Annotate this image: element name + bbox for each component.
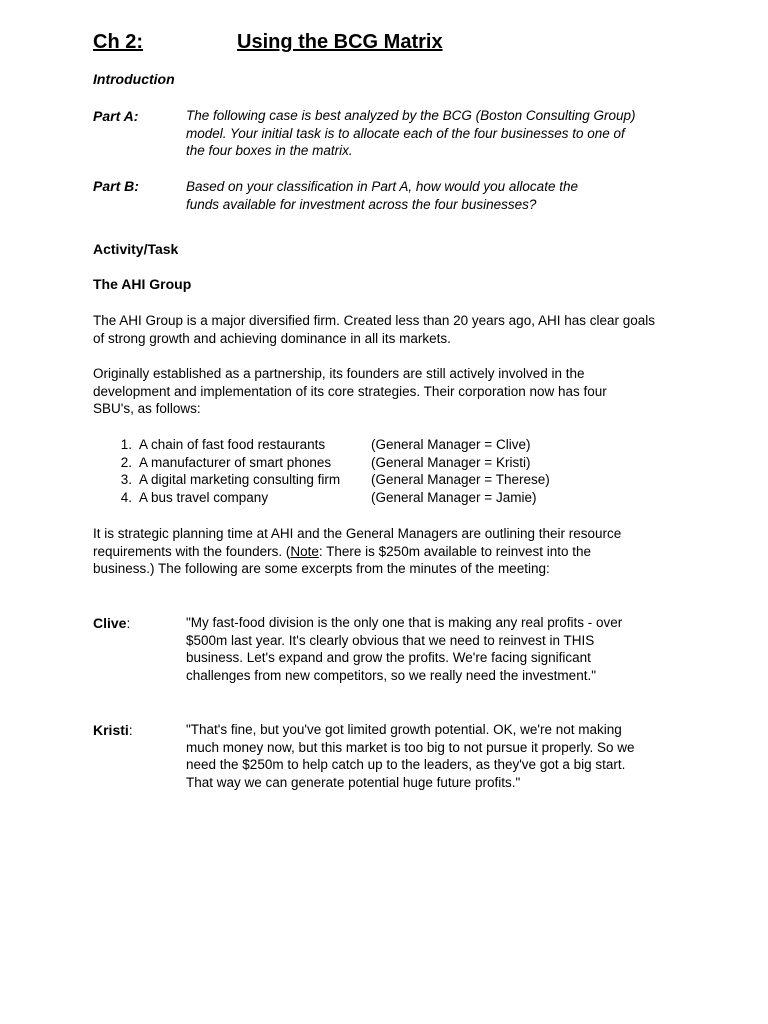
list-item [110, 454, 550, 472]
group-heading: The AHI Group [93, 276, 192, 292]
quote-clive [186, 614, 676, 685]
paragraph-line: SBU's, as follows: [93, 401, 201, 417]
quote-kristi [186, 721, 676, 792]
quote-line: $500m last year. It's clearly obvious that we need to reinvest in THIS [186, 632, 595, 648]
list-item [110, 436, 550, 454]
sbu-description: A bus travel company [139, 490, 269, 506]
sbu-manager: (General Manager = Therese) [371, 472, 550, 488]
paragraph-line: business.) The following are some excerpts from the minutes of the meeting: [93, 561, 550, 577]
sbu-manager: (General Manager = Jamie) [371, 490, 537, 506]
quote-line: "That's fine, but you've got limited growth potential. OK, we're not making [186, 722, 622, 737]
sbu-description: A chain of fast food restaurants [139, 437, 326, 452]
part-b-line: funds available for investment across the four businesses? [186, 196, 537, 212]
sbu-list [110, 436, 550, 507]
quote-line: That way we can generate potential huge future profits." [186, 775, 521, 791]
part-a-line: The following case is best analyzed by the BCG (Boston Consulting Group) [186, 108, 636, 123]
list-item [110, 471, 550, 489]
quote-line: need the $250m to help catch up to the leaders, as they've got a big start. [186, 757, 626, 773]
title-chapter: Ch 2: [93, 31, 143, 53]
quote-line: "My fast-food division is the only one that is making any real profits - over [186, 615, 623, 630]
paragraph-fragment: requirements with the founders. ( [93, 543, 291, 559]
paragraph-origins [93, 365, 693, 418]
sbu-manager: (General Manager = Kristi) [371, 454, 531, 470]
list-number: 1. [120, 437, 132, 452]
paragraph-line: of strong growth and achieving dominance in all its markets. [93, 330, 451, 346]
paragraph-line: Originally established as a partnership, its founders are still actively involved in the [93, 366, 585, 381]
paragraph-line [93, 543, 693, 561]
paragraph-line: It is strategic planning time at AHI and the General Managers are outlining their resource [93, 526, 622, 541]
part-b-label: Part B: [93, 178, 139, 194]
speaker-kristi [93, 721, 133, 739]
part-b-text [186, 178, 676, 213]
sbu-manager: (General Manager = Clive) [371, 437, 531, 452]
introduction-heading: Introduction [93, 71, 175, 87]
note-label: Note [290, 543, 319, 559]
quote-line: challenges from new competitors, so we really need the investment." [186, 668, 596, 684]
paragraph-intro [93, 312, 693, 347]
speaker-name: Kristi [93, 722, 129, 738]
quote-line: much money now, but this market is too big to not pursue it properly. So we [186, 739, 635, 755]
activity-heading: Activity/Task [93, 241, 179, 257]
speaker-colon: : [126, 615, 131, 631]
part-a-line: model. Your initial task is to allocate each of the four businesses to one of [186, 125, 625, 141]
paragraph-line: The AHI Group is a major diversified firm. Created less than 20 years ago, AHI has clear goals [93, 313, 656, 328]
list-number: 2. [120, 454, 132, 470]
sbu-description: A manufacturer of smart phones [139, 454, 332, 470]
speaker-colon: : [128, 722, 133, 738]
part-b-line: Based on your classification in Part A, how would you allocate the [186, 179, 578, 194]
part-a-line: the four boxes in the matrix. [186, 143, 353, 159]
part-a-label: Part A: [93, 108, 139, 124]
speaker-name: Clive [93, 615, 127, 631]
list-number: 3. [120, 472, 132, 488]
paragraph-planning [93, 525, 693, 578]
list-item [110, 489, 550, 507]
title-text: Using the BCG Matrix [237, 31, 443, 53]
page-title [93, 30, 443, 54]
sbu-description: A digital marketing consulting firm [139, 472, 341, 488]
part-a-text [186, 107, 676, 160]
paragraph-fragment: : There is $250m available to reinvest into the [318, 543, 592, 559]
paragraph-line: development and implementation of its core strategies. Their corporation now has four [93, 383, 607, 399]
speaker-clive [93, 614, 130, 632]
list-number: 4. [120, 490, 132, 506]
quote-line: business. Let's expand and grow the profits. We're facing significant [186, 650, 591, 666]
